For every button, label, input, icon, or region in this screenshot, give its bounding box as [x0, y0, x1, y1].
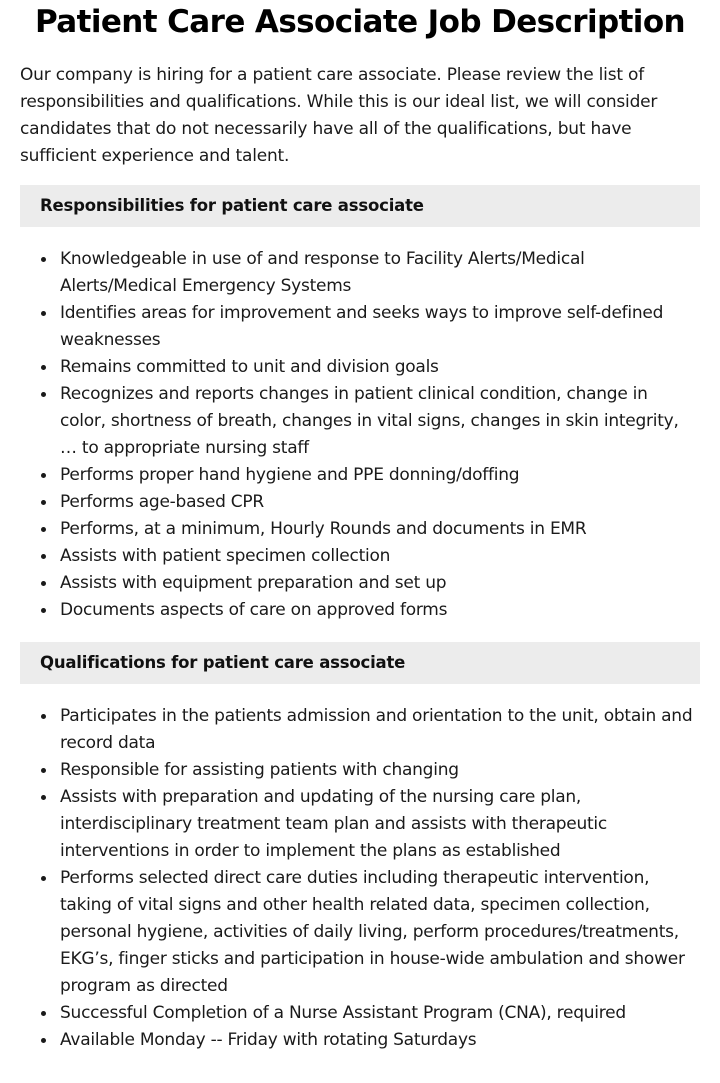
responsibilities-list — [20, 246, 700, 624]
qualification-item: Responsible for assisting patients with changing — [20, 757, 700, 784]
qualification-item: Successful Completion of a Nurse Assistant Program (CNA), required — [20, 1000, 700, 1027]
qualification-item: Performs selected direct care duties including therapeutic intervention, taking of vital signs and other health related data, specimen collection, personal hygiene, activities of daily living, perform procedures/treatments, EKG’s, finger sticks and participation in house-wide ambulation and shower program as directed — [20, 865, 700, 1000]
responsibility-item: Identifies areas for improvement and seeks ways to improve self-defined weaknesses — [20, 300, 700, 354]
intro-paragraph: Our company is hiring for a patient care associate. Please review the list of responsibilities and qualifications. While this is our ideal list, we will consider candidates that do not necessarily have all of the qualifications, but have sufficient experience and talent. — [20, 65, 658, 166]
responsibility-item: Performs age-based CPR — [20, 489, 700, 516]
responsibility-item: Knowledgeable in use of and response to Facility Alerts/Medical Alerts/Medical Emergency Systems — [20, 246, 700, 300]
responsibility-item: Assists with patient specimen collection — [20, 543, 700, 570]
qualification-item: Available Monday -- Friday with rotating Saturdays — [20, 1027, 700, 1054]
qualification-item: Assists with preparation and updating of the nursing care plan, interdisciplinary treatment team plan and assists with therapeutic interventions in order to implement the plans as established — [20, 784, 700, 865]
page-title: Patient Care Associate Job Description — [35, 4, 685, 40]
responsibility-item: Performs proper hand hygiene and PPE donning/doffing — [20, 462, 700, 489]
responsibility-item: Remains committed to unit and division goals — [20, 354, 700, 381]
responsibility-item: Recognizes and reports changes in patient clinical condition, change in color, shortness of breath, changes in vital signs, changes in skin integrity, … to appropriate nursing staff — [20, 381, 700, 462]
responsibilities-heading: Responsibilities for patient care associate — [20, 185, 700, 227]
qualifications-list — [20, 703, 700, 1054]
qualification-item: Participates in the patients admission and orientation to the unit, obtain and record data — [20, 703, 700, 757]
responsibility-item: Documents aspects of care on approved forms — [20, 597, 700, 624]
qualifications-heading: Qualifications for patient care associate — [20, 642, 700, 684]
responsibility-item: Assists with equipment preparation and set up — [20, 570, 700, 597]
responsibility-item: Performs, at a minimum, Hourly Rounds and documents in EMR — [20, 516, 700, 543]
